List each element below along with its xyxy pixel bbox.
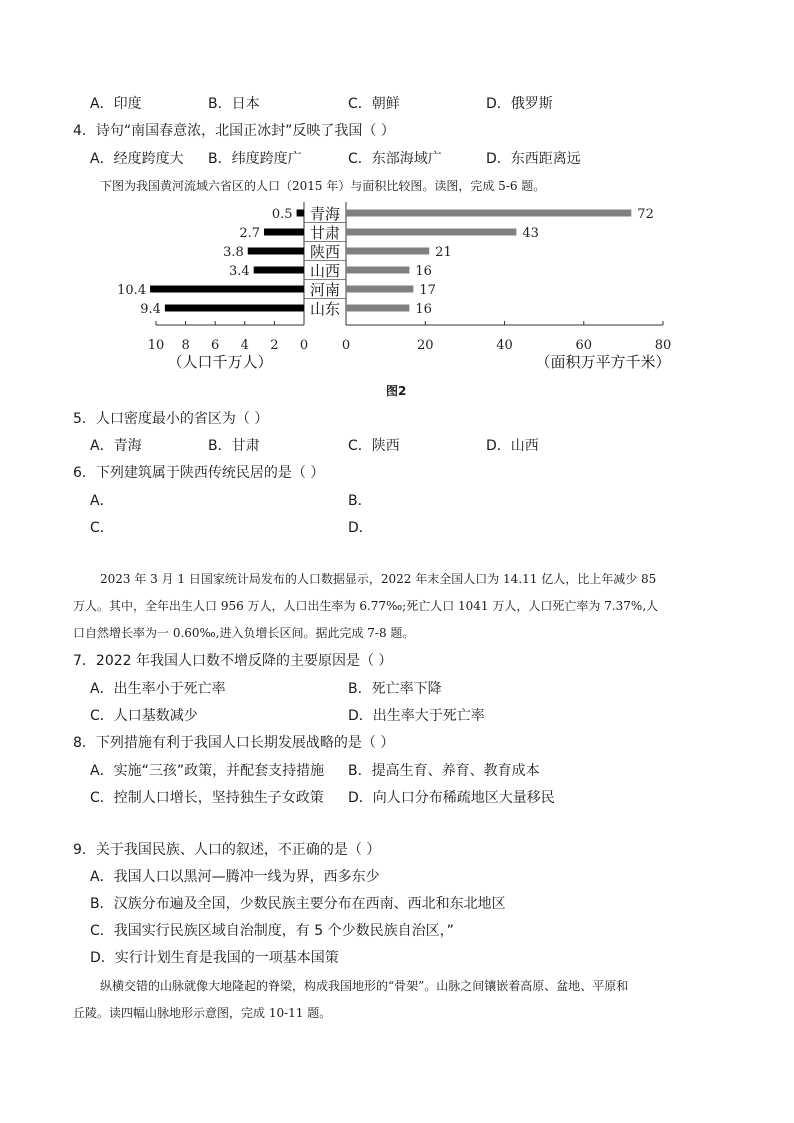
population-tick-label: 8 — [181, 338, 190, 353]
q5-option-c[interactable]: C．陕西 — [348, 438, 400, 454]
q9-option-a[interactable]: A．我国人口以黑河—腾冲一线为界，西多东少 — [90, 869, 380, 885]
intro-5-6: 下图为我国黄河流域六省区的人口（2015 年）与面积比较图。读图，完成 5-6 题。 — [100, 179, 546, 193]
population-data-label: 9.4 — [140, 302, 161, 317]
category-label: 山西 — [309, 262, 341, 280]
q8-option-d[interactable]: D．向人口分布稀疏地区大量移民 — [348, 790, 555, 806]
area-axis-label: （面积万平方千米） — [535, 353, 671, 371]
q7-option-c[interactable]: C．人口基数减少 — [90, 708, 198, 724]
passage-10-11-line-1: 纵横交错的山脉就像大地隆起的脊梁，构成我国地形的“骨架”。山脉之间镶嵌着高原、盆地、平原和 — [100, 979, 629, 993]
q4-stem: 4．诗句“南国春意浓，北国正冰封”反映了我国（ ） — [73, 123, 395, 139]
q5-option-d[interactable]: D．山西 — [486, 438, 539, 454]
population-data-label: 3.4 — [228, 264, 250, 279]
q7-stem: 7．2022 年我国人口数不增反降的主要原因是（ ） — [73, 653, 393, 669]
area-tick-label: 0 — [341, 338, 351, 353]
q5-option-b[interactable]: B．甘肃 — [208, 438, 260, 454]
q5-option-a[interactable]: A．青海 — [90, 438, 142, 454]
q7-option-b[interactable]: B．死亡率下降 — [348, 681, 442, 697]
population-axis-label: （人口千万人） — [167, 353, 273, 371]
q9-option-d[interactable]: D．实行计划生育是我国的一项基本国策 — [90, 950, 339, 966]
q9-option-c[interactable]: C．我国实行民族区域自治制度，有 5 个少数民族自治区，” — [90, 923, 454, 939]
q3-option-b[interactable]: B．日本 — [208, 96, 260, 112]
population-bar — [254, 267, 304, 274]
area-data-label: 17 — [419, 283, 436, 298]
q6-stem: 6．下列建筑属于陕西传统民居的是（ ） — [73, 465, 325, 481]
population-tick-label: 2 — [270, 338, 279, 353]
q6-option-b[interactable]: B． — [348, 493, 372, 509]
area-tick-label: 20 — [416, 338, 434, 353]
area-tick-label: 40 — [496, 338, 513, 353]
population-bar — [165, 305, 304, 312]
area-data-label: 16 — [415, 264, 432, 279]
area-bar — [346, 267, 409, 274]
population-bar — [297, 210, 304, 217]
q6-option-c[interactable]: C． — [90, 520, 114, 536]
area-bar — [346, 229, 516, 236]
category-label: 青海 — [309, 205, 341, 223]
area-tick-label: 80 — [654, 338, 672, 353]
population-area-chart — [117, 200, 680, 385]
q4-option-a[interactable]: A．经度跨度大 — [90, 151, 184, 167]
q8-option-c[interactable]: C．控制人口增长，坚持独生子女政策 — [90, 790, 324, 806]
population-data-label: 0.5 — [271, 207, 293, 222]
category-label: 陕西 — [309, 243, 341, 261]
passage-7-8-line-3: 口自然增长率为一 0.60‰,进入负增长区间。据此完成 7-8 题。 — [73, 626, 415, 640]
population-data-label: 2.7 — [239, 226, 261, 241]
figure-caption: 图2 — [386, 384, 407, 398]
area-tick-label: 60 — [575, 338, 593, 353]
q8-stem: 8．下列措施有利于我国人口长期发展战略的是（ ） — [73, 735, 395, 751]
population-data-label: 10.4 — [117, 283, 147, 298]
q3-option-a[interactable]: A．印度 — [90, 96, 142, 112]
area-data-label: 16 — [415, 302, 432, 317]
category-label: 山东 — [309, 300, 341, 318]
area-bar — [346, 248, 429, 255]
area-bar — [346, 305, 409, 312]
q7-option-d[interactable]: D．出生率大于死亡率 — [348, 708, 485, 724]
population-tick-label: 10 — [147, 338, 165, 353]
population-tick-label: 4 — [240, 338, 249, 353]
population-bar — [248, 248, 304, 255]
q6-option-d[interactable]: D． — [348, 520, 373, 536]
q9-option-b[interactable]: B．汉族分布遍及全国，少数民族主要分布在西南、西北和东北地区 — [90, 896, 506, 912]
area-bar — [346, 210, 631, 217]
q4-option-d[interactable]: D．东西距离远 — [486, 151, 581, 167]
q3-option-d[interactable]: D．俄罗斯 — [486, 96, 553, 112]
passage-10-11-line-2: 丘陵。读四幅山脉地形示意图，完成 10-11 题。 — [73, 1006, 332, 1020]
population-data-label: 3.8 — [223, 245, 244, 260]
category-label: 河南 — [309, 281, 341, 299]
area-data-label: 43 — [522, 226, 539, 241]
population-tick-label: 0 — [299, 338, 309, 353]
population-bar — [264, 229, 304, 236]
q6-option-a[interactable]: A． — [90, 493, 114, 509]
population-tick-label: 6 — [211, 338, 220, 353]
area-bar — [346, 286, 413, 293]
q3-option-c[interactable]: C．朝鲜 — [348, 96, 400, 112]
q4-option-b[interactable]: B．纬度跨度广 — [208, 151, 302, 167]
population-bar — [150, 286, 304, 293]
q7-option-a[interactable]: A．出生率小于死亡率 — [90, 681, 226, 697]
area-data-label: 72 — [637, 207, 654, 222]
q8-option-a[interactable]: A．实施“三孩”政策，并配套支持措施 — [90, 763, 325, 779]
area-data-label: 21 — [435, 245, 452, 260]
passage-7-8-line-2: 万人。其中，全年出生人口 956 万人，人口出生率为 6.77‰;死亡人口 1041 万人，人口死亡率为 7.37%,人 — [73, 599, 659, 613]
category-label: 甘肃 — [309, 224, 341, 242]
q9-stem: 9．关于我国民族、人口的叙述，不正确的是（ ） — [73, 842, 381, 858]
q8-option-b[interactable]: B．提高生育、养育、教育成本 — [348, 763, 540, 779]
q4-option-c[interactable]: C．东部海域广 — [348, 151, 442, 167]
q5-stem: 5．人口密度最小的省区为（ ） — [73, 411, 269, 427]
passage-7-8-line-1: 2023 年 3 月 1 日国家统计局发布的人口数据显示，2022 年末全国人口为 14.11 亿人，比上年减少 85 — [100, 572, 657, 586]
